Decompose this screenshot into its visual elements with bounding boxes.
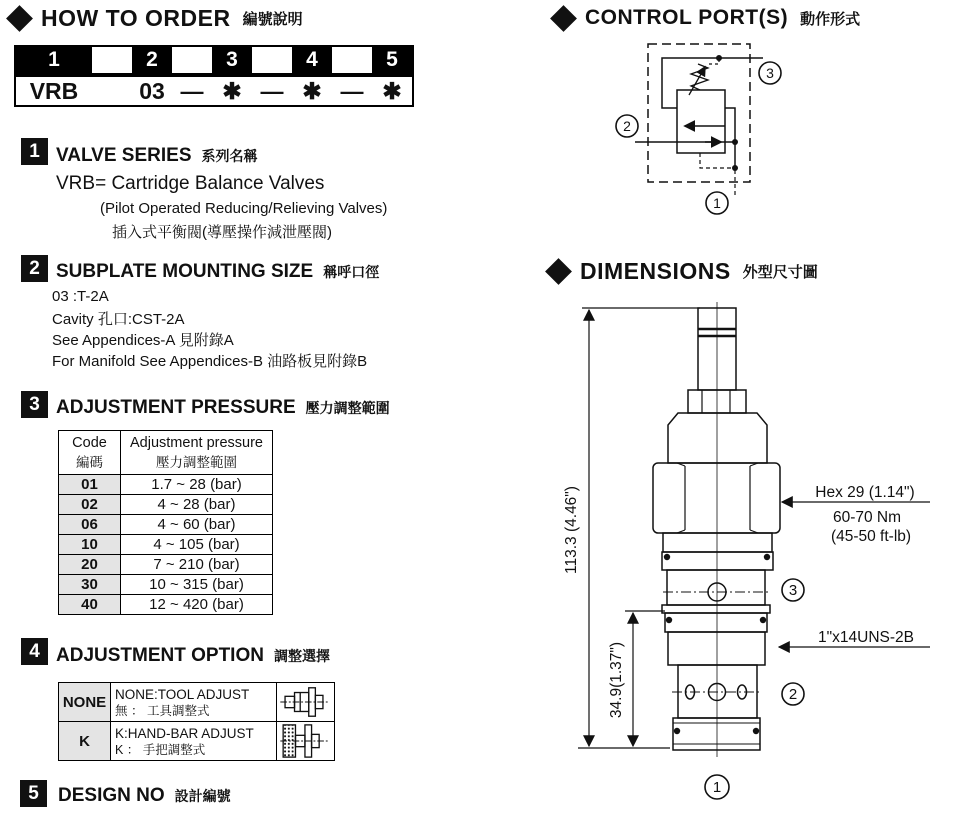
pressure-header-range-en: Adjustment pressure <box>130 434 263 451</box>
cartridge-height-label: 34.9(1.37") <box>608 641 625 719</box>
overall-height-label: 113.3 (4.46") <box>563 486 580 574</box>
order-code-star: ✱ <box>222 77 242 104</box>
section-3-title-zh: 壓力調整範圍 <box>305 400 390 416</box>
port3-label: 3 <box>766 65 774 81</box>
pressure-row <box>59 495 273 515</box>
dim-port3-label: 3 <box>788 582 798 599</box>
order-code-blank <box>92 77 132 105</box>
how-to-order-header <box>10 5 303 32</box>
control-ports-schematic <box>545 35 805 230</box>
order-code-dash: — <box>260 77 284 104</box>
option-code-k: K <box>59 722 111 761</box>
order-position-row <box>14 45 414 75</box>
subplate-line3: See Appendices-A 見附錄A <box>52 332 234 349</box>
dimensions-title-zh: 外型尺寸圖 <box>742 264 818 281</box>
how-to-order-title: HOW TO ORDER <box>41 5 231 31</box>
how-to-order-title-zh: 編號說明 <box>242 11 303 28</box>
order-code-table <box>14 45 414 107</box>
pressure-code: 40 <box>59 595 121 615</box>
hex-chamfers <box>677 463 758 533</box>
valve-series-line3: 插入式平衡閥(導壓操作減泄壓閥) <box>112 224 332 241</box>
section-2-title-en: SUBPLATE MOUNTING SIZE <box>56 261 314 282</box>
collar-outline <box>663 533 772 552</box>
option-desc-none-en: NONE:TOOL ADJUST <box>115 686 250 702</box>
order-code-size: 03 <box>139 77 165 104</box>
pressure-range: 7 ~ 210 (bar) <box>121 555 273 575</box>
pressure-range: 1.7 ~ 28 (bar) <box>121 475 273 495</box>
pressure-header-code-en: Code <box>72 434 107 451</box>
section-2-title <box>56 261 379 283</box>
pressure-code: 02 <box>59 495 121 515</box>
tool-adjust-icon <box>277 684 331 720</box>
section-3-title-en: ADJUSTMENT PRESSURE <box>56 397 296 418</box>
port1-label: 1 <box>713 195 721 211</box>
section-1-title <box>56 145 258 167</box>
order-pos-1: 1 <box>48 48 60 71</box>
control-ports-title: CONTROL PORT(S) <box>585 6 789 29</box>
dim-port1-label: 1 <box>712 779 722 796</box>
hand-bar-adjust-icon <box>277 723 331 759</box>
diamond-icon <box>550 5 577 32</box>
option-desc-none <box>111 683 277 722</box>
oring-land-1 <box>662 552 773 570</box>
drain-dashed-line <box>700 153 733 168</box>
pressure-range: 4 ~ 105 (bar) <box>121 535 273 555</box>
pressure-header-code <box>59 431 121 475</box>
pressure-row <box>59 555 273 575</box>
pressure-row <box>59 535 273 555</box>
dimension-drawing <box>545 300 980 812</box>
pressure-header-code-zh: 編碼 <box>76 454 103 470</box>
option-icon-cell <box>277 722 335 761</box>
hex-outline <box>653 463 780 533</box>
section-1-badge: 1 <box>21 138 48 165</box>
pressure-range: 4 ~ 60 (bar) <box>121 515 273 535</box>
section-2-title-zh: 稱呼口徑 <box>323 264 380 280</box>
order-gap <box>332 47 372 73</box>
order-gap <box>252 47 292 73</box>
section-5-badge: 5 <box>20 780 47 807</box>
pressure-table <box>58 430 273 615</box>
pressure-range: 4 ~ 28 (bar) <box>121 495 273 515</box>
dimensions-header <box>549 258 818 285</box>
diamond-icon <box>6 5 33 32</box>
option-row-none <box>59 683 335 722</box>
order-code-star: ✱ <box>302 77 322 104</box>
thread-section <box>668 632 765 665</box>
mid-flange <box>662 605 770 613</box>
pressure-code: 10 <box>59 535 121 555</box>
hex-size-label: Hex 29 (1.14") <box>815 484 915 501</box>
subplate-line1: 03 :T-2A <box>52 288 109 305</box>
pressure-header-range-zh: 壓力調整範圍 <box>156 454 237 470</box>
port2-label: 2 <box>623 118 631 134</box>
order-code-series: VRB <box>29 77 79 104</box>
option-row-k <box>59 722 335 761</box>
section-4-badge: 4 <box>21 638 48 665</box>
option-table <box>58 682 335 761</box>
order-pos-2: 2 <box>146 48 158 71</box>
section-5-title <box>58 785 231 807</box>
pressure-code: 01 <box>59 475 121 495</box>
right-connector-line <box>725 108 735 168</box>
valve-series-line1: VRB= Cartridge Balance Valves <box>56 173 325 194</box>
section-4-title-en: ADJUSTMENT OPTION <box>56 645 264 666</box>
port2-neck <box>678 665 757 718</box>
option-code-none: NONE <box>59 683 111 722</box>
option-desc-none-zh: 無 ： 工具調整式 <box>115 703 210 718</box>
pressure-header-range <box>121 431 273 475</box>
torque-nm-label: 60-70 Nm <box>832 509 902 526</box>
option-desc-k <box>111 722 277 761</box>
pressure-row <box>59 575 273 595</box>
option-desc-k-zh: K ： 手把調整式 <box>115 742 206 757</box>
pressure-code: 06 <box>59 515 121 535</box>
section-5-title-en: DESIGN NO <box>58 785 165 806</box>
control-ports-title-zh: 動作形式 <box>800 10 861 28</box>
pressure-row <box>59 595 273 615</box>
control-ports-header <box>554 6 860 30</box>
option-icon-cell <box>277 683 335 722</box>
port3-neck <box>667 570 765 605</box>
pressure-code: 20 <box>59 555 121 575</box>
order-gap <box>172 47 212 73</box>
valve-body-outline <box>677 90 725 153</box>
oring-land-2 <box>665 613 767 632</box>
order-code-star: ✱ <box>382 77 402 104</box>
valve-series-line2: (Pilot Operated Reducing/Relieving Valves) <box>100 200 388 217</box>
dim-port2-label: 2 <box>788 686 798 703</box>
section-1-title-zh: 系列名稱 <box>201 148 258 164</box>
dimensions-title: DIMENSIONS <box>580 258 731 284</box>
order-pos-3: 3 <box>226 48 238 71</box>
order-code-row <box>14 75 414 107</box>
pressure-row <box>59 475 273 495</box>
order-pos-4: 4 <box>306 48 318 71</box>
pressure-range: 10 ~ 315 (bar) <box>121 575 273 595</box>
order-code-dash: — <box>180 77 204 104</box>
option-desc-k-en: K:HAND-BAR ADJUST <box>115 725 254 741</box>
diamond-icon <box>545 258 572 285</box>
section-1-title-en: VALVE SERIES <box>56 145 192 166</box>
section-3-title <box>56 397 390 419</box>
pressure-table-header-row <box>59 431 273 475</box>
order-gap <box>92 47 132 73</box>
subplate-line4: For Manifold See Appendices-B 油路板見附錄B <box>52 353 368 370</box>
pressure-row <box>59 515 273 535</box>
order-code-dash: — <box>340 77 364 104</box>
section-4-title-zh: 調整選擇 <box>273 648 330 664</box>
upper-body-outline <box>668 413 767 463</box>
order-pos-5: 5 <box>386 48 398 71</box>
pilot-dashed-link <box>709 60 719 64</box>
subplate-line2: Cavity 孔口:CST-2A <box>52 311 185 328</box>
section-5-title-zh: 設計編號 <box>174 788 231 804</box>
section-2-badge: 2 <box>21 255 48 282</box>
pressure-range: 12 ~ 420 (bar) <box>121 595 273 615</box>
section-3-badge: 3 <box>21 391 48 418</box>
pressure-code: 30 <box>59 575 121 595</box>
section-4-title <box>56 645 330 667</box>
thread-size-label: 1"x14UNS-2B <box>818 629 914 646</box>
torque-ftlb-label: (45-50 ft-lb) <box>830 528 912 545</box>
